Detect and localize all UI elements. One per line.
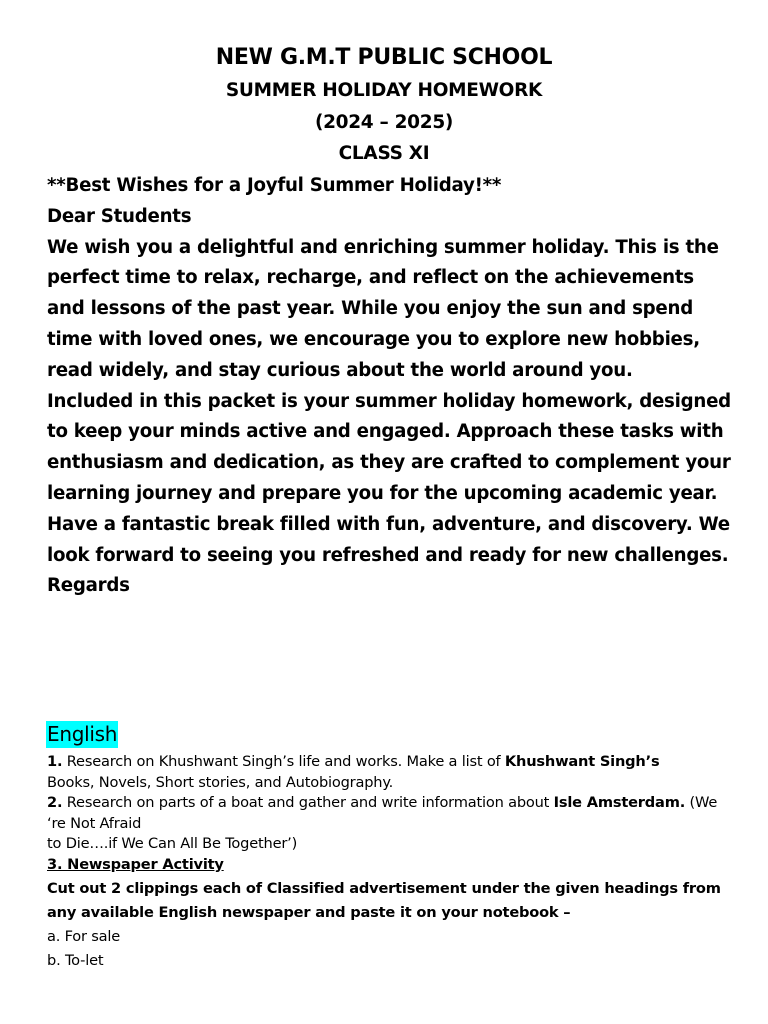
document-title: SUMMER HOLIDAY HOMEWORK	[225, 80, 543, 101]
task-3-option-a: a. For sale	[47, 927, 121, 945]
letter-paragraph-1: We wish you a delightful and enriching summer holiday. This is the perfect time to relax, recharge, and reflect on the achievements and lessons of the past year. While you enjoy the sun and spend time with loved ones, we encourage you to explore new hobbies, read widely, and stay curious about the world around you.	[47, 236, 719, 381]
task-3-option-b: b. To-let	[47, 952, 104, 970]
task-3-instruction: Cut out 2 clippings each of Classified advertisement under the given headings from any available English newspaper and paste it on your notebook –	[47, 879, 721, 921]
letter-paragraph-3: Have a fantastic break filled with fun, adventure, and discovery. We look forward to seeing you refreshed and ready for new challenges.	[47, 513, 730, 566]
school-name: NEW G.M.T PUBLIC SCHOOL	[215, 45, 553, 70]
task-2-text: Research on parts of a boat and gather and write information about	[62, 794, 554, 812]
task-1-text: Research on Khushwant Singh’s life and works. Make a list of	[62, 753, 505, 770]
welcome-letter	[47, 171, 737, 602]
task-1-number: 1.	[47, 753, 63, 770]
task-2-rest: (We ‘re Not Afraid	[47, 794, 718, 832]
task-1	[47, 752, 737, 793]
task-2-rest-line-2: to Die….if We Can All Be Together’)	[47, 835, 298, 853]
task-2-number: 2.	[47, 794, 63, 812]
task-2-bold-title: Isle Amsterdam.	[553, 794, 686, 812]
greeting-line: Dear Students	[47, 205, 192, 227]
signoff-line: Regards	[47, 575, 130, 597]
session-year: (2024 – 2025)	[314, 112, 454, 133]
task-3-heading: 3. Newspaper Activity	[47, 855, 224, 873]
english-task-list	[47, 752, 737, 974]
subject-heading-english: English	[47, 722, 118, 746]
task-1-bold-author: Khushwant Singh’s	[504, 753, 660, 770]
best-wishes-line: **Best Wishes for a Joyful Summer Holiday!**	[47, 175, 502, 196]
task-1-rest: Books, Novels, Short stories, and Autobiography.	[47, 773, 394, 791]
task-2	[47, 793, 737, 855]
class-label: CLASS XI	[338, 143, 430, 164]
letter-paragraph-2: Included in this packet is your summer holiday homework, designed to keep your minds active and engaged. Approach these tasks with enthusiasm and dedication, as they are crafted to complement your learning journey and prepare you for the upcoming academic year.	[47, 390, 731, 504]
